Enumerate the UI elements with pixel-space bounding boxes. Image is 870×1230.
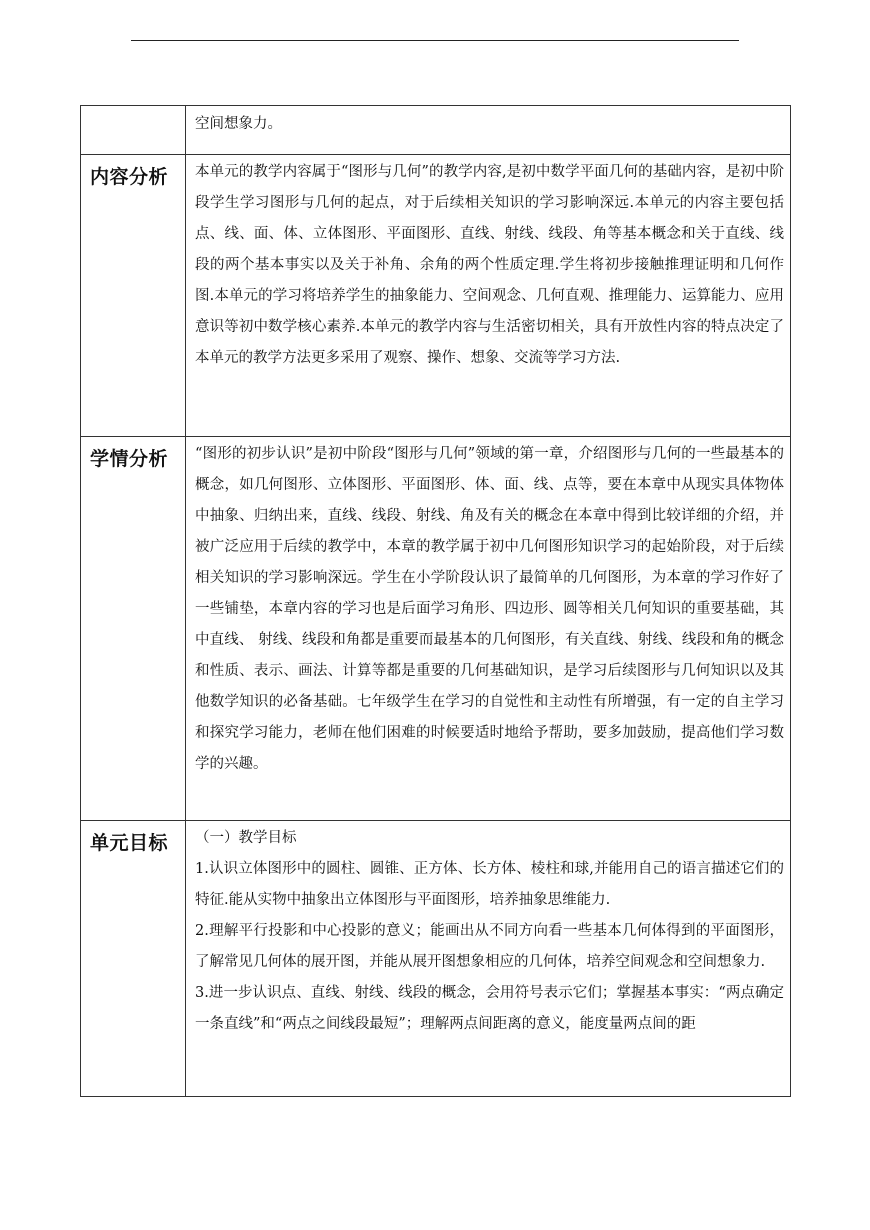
table-row [81, 106, 791, 155]
row-label-cell [81, 437, 186, 821]
row-label-cell [81, 155, 186, 437]
row-content-cell [186, 437, 791, 821]
paragraph: 空间想象力。 [195, 116, 282, 132]
row-label [81, 106, 185, 114]
paragraph: 1.认识立体图形中的圆柱、圆锥、正方体、长方体、棱柱和球,并能用自己的语言描述它们的特征.能从实物中抽象出立体图形与平面图形，培养抽象思维能力. [195, 861, 784, 908]
header-rule [131, 40, 739, 41]
paragraph: 3.进一步认识点、直线、射线、线段的概念，会用符号表示它们；掌握基本事实：“两点确定一条直线”和“两点之间线段最短”；理解两点间距离的意义，能度量两点间的距 [195, 985, 784, 1032]
table-row [81, 821, 791, 1097]
row-label: 学情分析 [90, 448, 169, 470]
row-label: 内容分析 [90, 166, 169, 188]
table-row [81, 437, 791, 821]
paragraph: 2.理解平行投影和中心投影的意义；能画出从不同方向看一些基本几何体得到的平面图形，了解常见几何体的展开图，并能从展开图想象相应的几何体，培养空间观念和空间想象力. [195, 923, 784, 970]
lesson-plan-table [80, 105, 791, 1097]
table-row [81, 155, 791, 437]
row-content-cell [186, 821, 791, 1097]
row-content-cell [186, 106, 791, 155]
paragraph: （一）教学目标 [195, 830, 297, 846]
row-label-cell [81, 821, 186, 1097]
row-content-cell [186, 155, 791, 437]
row-label-cell [81, 106, 186, 155]
row-label: 单元目标 [90, 832, 169, 854]
paragraph: 本单元的教学内容属于“图形与几何”的教学内容,是初中数学平面几何的基础内容，是初中阶段学生学习图形与几何的起点，对于后续相关知识的学习影响深远.本单元的内容主要包括点、线、面、体、立体图形、平面图形、直线、射线、线段、角等基本概念和关于直线、线段的两个基本事实以及关于补角、余角的两个性质定理.学生将初步接触推理证明和几何作图.本单元的学习将培养学生的抽象能力、空间观念、几何直观、推理能力、运算能力、应用意识等初中数学核心素养.本单元的教学内容与生活密切相关，具有开放性内容的特点决定了本单元的教学方法更多采用了观察、操作、想象、交流等学习方法. [195, 164, 784, 366]
paragraph: “图形的初步认识”是初中阶段“图形与几何”领域的第一章，介绍图形与几何的一些最基本的概念，如几何图形、立体图形、平面图形、体、面、线、点等，要在本章中从现实具体物体中抽象、归纳出来，直线、线段、射线、角及有关的概念在本章中得到比较详细的介绍，并被广泛应用于后续的教学中，本章的教学属于初中几何图形知识学习的起始阶段，对于后续相关知识的学习影响深远。学生在小学阶段认识了最简单的几何图形，为本章的学习作好了一些铺垫，本章内容的学习也是后面学习角形、四边形、圆等相关几何知识的重要基础，其中直线、 射线、线段和角都是重要而最基本的几何图形，有关直线、射线、线段和角的概念和性质、表示、画法、计算等都是重要的几何基础知识，是学习后续图形与几何知识以及其他数学知识的必备基础。七年级学生在学习的自觉性和主动性有所增强，有一定的自主学习和探究学习能力，老师在他们困难的时候要适时地给予帮助，要多加鼓励，提高他们学习数学的兴趣。 [195, 446, 784, 772]
